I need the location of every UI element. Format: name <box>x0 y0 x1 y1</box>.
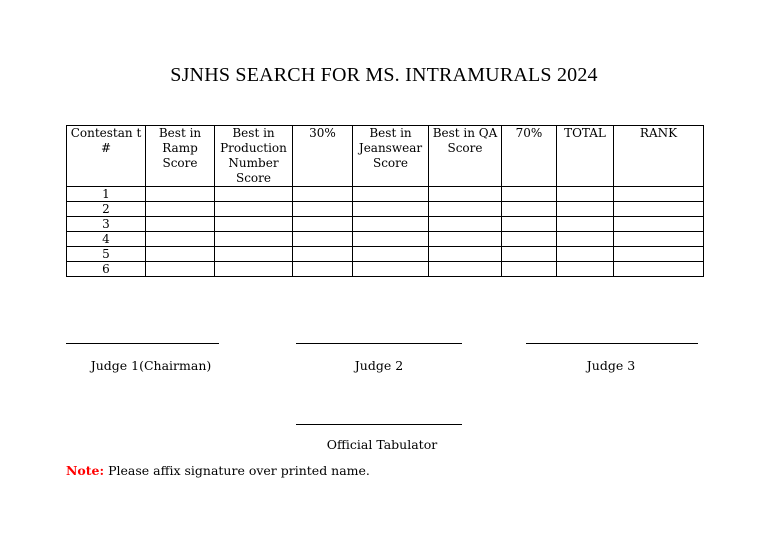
score-cell <box>429 202 502 217</box>
score-cell <box>429 247 502 262</box>
note <box>66 463 370 478</box>
score-cell <box>215 247 293 262</box>
judge2-signature-line <box>296 343 462 344</box>
table-row <box>67 217 704 232</box>
judge2-label: Judge 2 <box>354 358 404 373</box>
header-ramp: Best in Ramp Score <box>146 126 215 187</box>
table-row <box>67 262 704 277</box>
note-label: Note: <box>66 463 105 478</box>
score-cell <box>353 187 429 202</box>
table-row <box>67 187 704 202</box>
score-cell <box>614 247 704 262</box>
score-cell <box>502 262 557 277</box>
score-cell <box>293 217 353 232</box>
header-contestant: Contestan t # <box>67 126 146 187</box>
score-cell <box>502 187 557 202</box>
score-cell <box>353 202 429 217</box>
score-cell <box>557 247 614 262</box>
score-cell <box>293 262 353 277</box>
score-cell <box>429 217 502 232</box>
score-cell <box>614 202 704 217</box>
score-cell <box>293 202 353 217</box>
score-cell <box>215 202 293 217</box>
score-cell <box>557 262 614 277</box>
table-row <box>67 232 704 247</box>
contestant-number: 1 <box>67 187 146 202</box>
judge3-signature-line <box>526 343 698 344</box>
score-cell <box>353 217 429 232</box>
score-cell <box>502 247 557 262</box>
contestant-number: 3 <box>67 217 146 232</box>
score-cell <box>502 202 557 217</box>
score-cell <box>293 247 353 262</box>
header-production: Best in Production Number Score <box>215 126 293 187</box>
contestant-number: 2 <box>67 202 146 217</box>
table-row <box>67 202 704 217</box>
header-rank: RANK <box>614 126 704 187</box>
score-cell <box>293 232 353 247</box>
score-cell <box>614 217 704 232</box>
tabulator-label: Official Tabulator <box>326 437 438 452</box>
score-cell <box>215 262 293 277</box>
header-total: TOTAL <box>557 126 614 187</box>
header-70-percent: 70% <box>502 126 557 187</box>
note-text: Please affix signature over printed name. <box>104 463 370 478</box>
score-cell <box>557 217 614 232</box>
score-cell <box>429 232 502 247</box>
score-cell <box>146 187 215 202</box>
score-cell <box>293 187 353 202</box>
document-title: SJNHS SEARCH FOR MS. INTRAMURALS 2024 <box>170 64 598 86</box>
score-cell <box>614 232 704 247</box>
table-header-row <box>67 126 704 187</box>
score-cell <box>215 232 293 247</box>
score-cell <box>353 247 429 262</box>
score-cell <box>146 247 215 262</box>
score-cell <box>146 202 215 217</box>
contestant-number: 4 <box>67 232 146 247</box>
score-cell <box>146 232 215 247</box>
score-cell <box>215 187 293 202</box>
score-cell <box>353 232 429 247</box>
score-table <box>66 125 704 277</box>
judge1-label: Judge 1(Chairman) <box>90 358 212 373</box>
score-cell <box>502 232 557 247</box>
tabulator-signature-line <box>296 424 462 425</box>
judge3-label: Judge 3 <box>586 358 636 373</box>
score-cell <box>557 232 614 247</box>
score-cell <box>429 187 502 202</box>
score-cell <box>215 217 293 232</box>
table-row <box>67 247 704 262</box>
score-cell <box>429 262 502 277</box>
score-cell <box>557 202 614 217</box>
score-cell <box>614 187 704 202</box>
judge1-signature-line <box>66 343 219 344</box>
header-jeanswear: Best in Jeanswear Score <box>353 126 429 187</box>
contestant-number: 5 <box>67 247 146 262</box>
score-cell <box>502 217 557 232</box>
score-cell <box>353 262 429 277</box>
header-qa: Best in QA Score <box>429 126 502 187</box>
header-30-percent: 30% <box>293 126 353 187</box>
score-cell <box>557 187 614 202</box>
score-cell <box>614 262 704 277</box>
score-cell <box>146 217 215 232</box>
contestant-number: 6 <box>67 262 146 277</box>
score-cell <box>146 262 215 277</box>
